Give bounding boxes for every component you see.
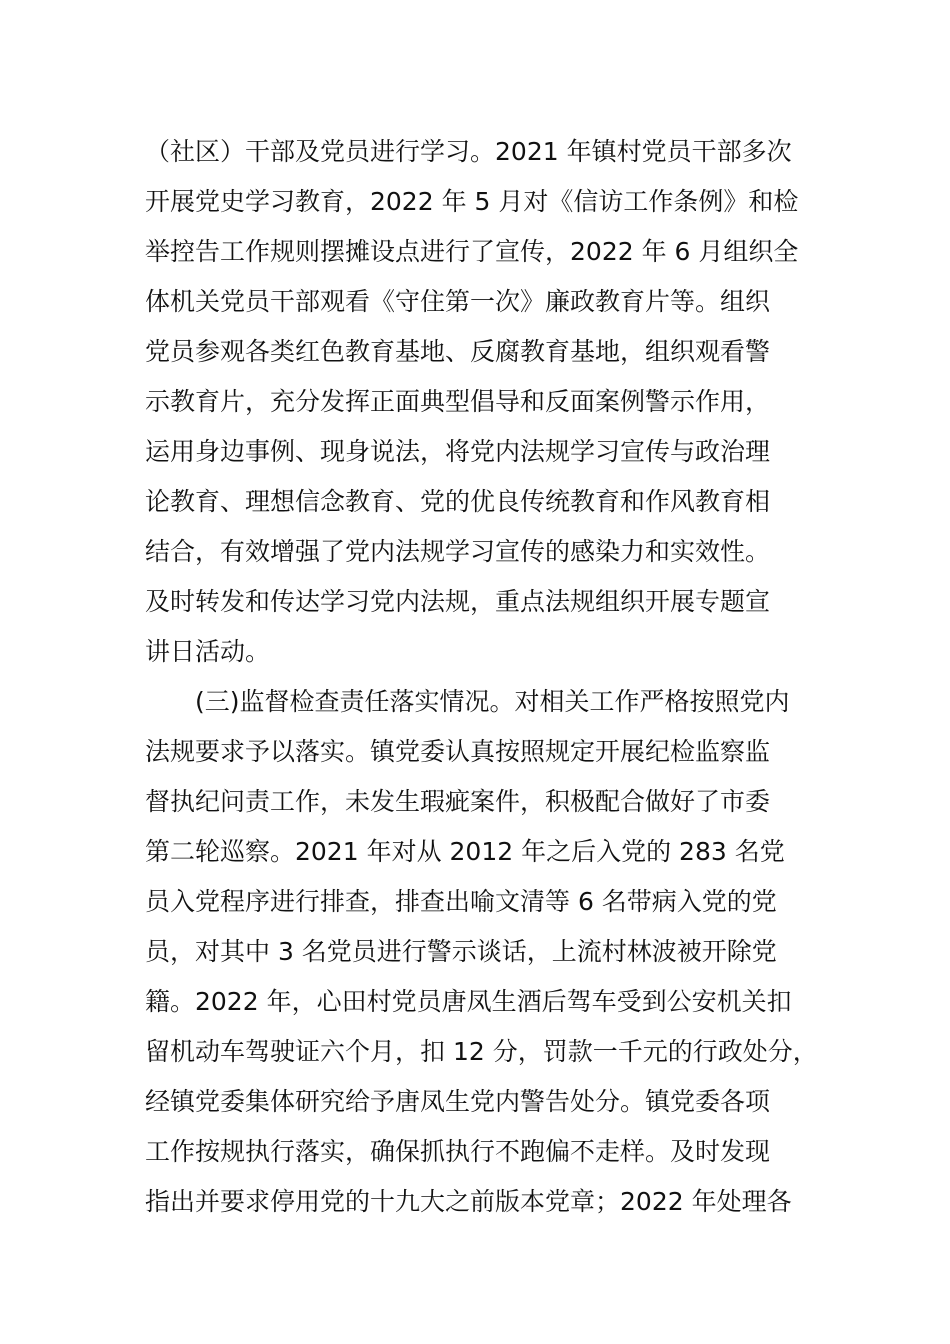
text-line-20: 经镇党委集体研究给予唐凤生党内警告处分。镇党委各项 bbox=[145, 1087, 771, 1116]
text-line-6: 示教育片，充分发挥正面典型倡导和反面案例警示作用， bbox=[145, 387, 771, 416]
text-line-21: 工作按规执行落实，确保抓执行不跑偏不走样。及时发现 bbox=[145, 1137, 771, 1166]
text-line-8: 论教育、理想信念教育、党的优良传统教育和作风教育相 bbox=[145, 487, 771, 516]
text-line-1: （社区）干部及党员进行学习。2021 年镇村党员干部多次 bbox=[145, 137, 792, 166]
text-line-14: 督执纪问责工作，未发生瑕疵案件，积极配合做好了市委 bbox=[145, 787, 771, 816]
text-line-18: 籍。2022 年，心田村党员唐凤生酒后驾车受到公安机关扣 bbox=[145, 987, 792, 1016]
text-line-2: 开展党史学习教育，2022 年 5 月对《信访工作条例》和检 bbox=[145, 187, 799, 216]
text-line-11: 讲日活动。 bbox=[145, 637, 271, 666]
text-line-5: 党员参观各类红色教育基地、反腐教育基地，组织观看警 bbox=[145, 337, 771, 366]
text-line-9: 结合，有效增强了党内法规学习宣传的感染力和实效性。 bbox=[145, 537, 771, 566]
section-heading-line: (三)监督检查责任落实情况。对相关工作严格按照党内 bbox=[195, 687, 790, 716]
text-line-15: 第二轮巡察。2021 年对从 2012 年之后入党的 283 名党 bbox=[145, 837, 785, 866]
text-line-7: 运用身边事例、现身说法，将党内法规学习宣传与政治理 bbox=[145, 437, 771, 466]
text-line-4: 体机关党员干部观看《守住第一次》廉政教育片等。组织 bbox=[145, 287, 771, 316]
text-line-10: 及时转发和传达学习党内法规，重点法规组织开展专题宣 bbox=[145, 587, 771, 616]
text-line-19: 留机动车驾驶证六个月，扣 12 分，罚款一千元的行政处分， bbox=[145, 1037, 818, 1066]
text-line-3: 举控告工作规则摆摊设点进行了宣传，2022 年 6 月组织全 bbox=[145, 237, 799, 266]
text-line-13: 法规要求予以落实。镇党委认真按照规定开展纪检监察监 bbox=[145, 737, 771, 766]
text-line-17: 员，对其中 3 名党员进行警示谈话，上流村林波被开除党 bbox=[145, 937, 777, 966]
text-line-22: 指出并要求停用党的十九大之前版本党章；2022 年处理各 bbox=[145, 1187, 792, 1216]
text-line-16: 员入党程序进行排查，排查出喻文清等 6 名带病入党的党 bbox=[145, 887, 777, 916]
